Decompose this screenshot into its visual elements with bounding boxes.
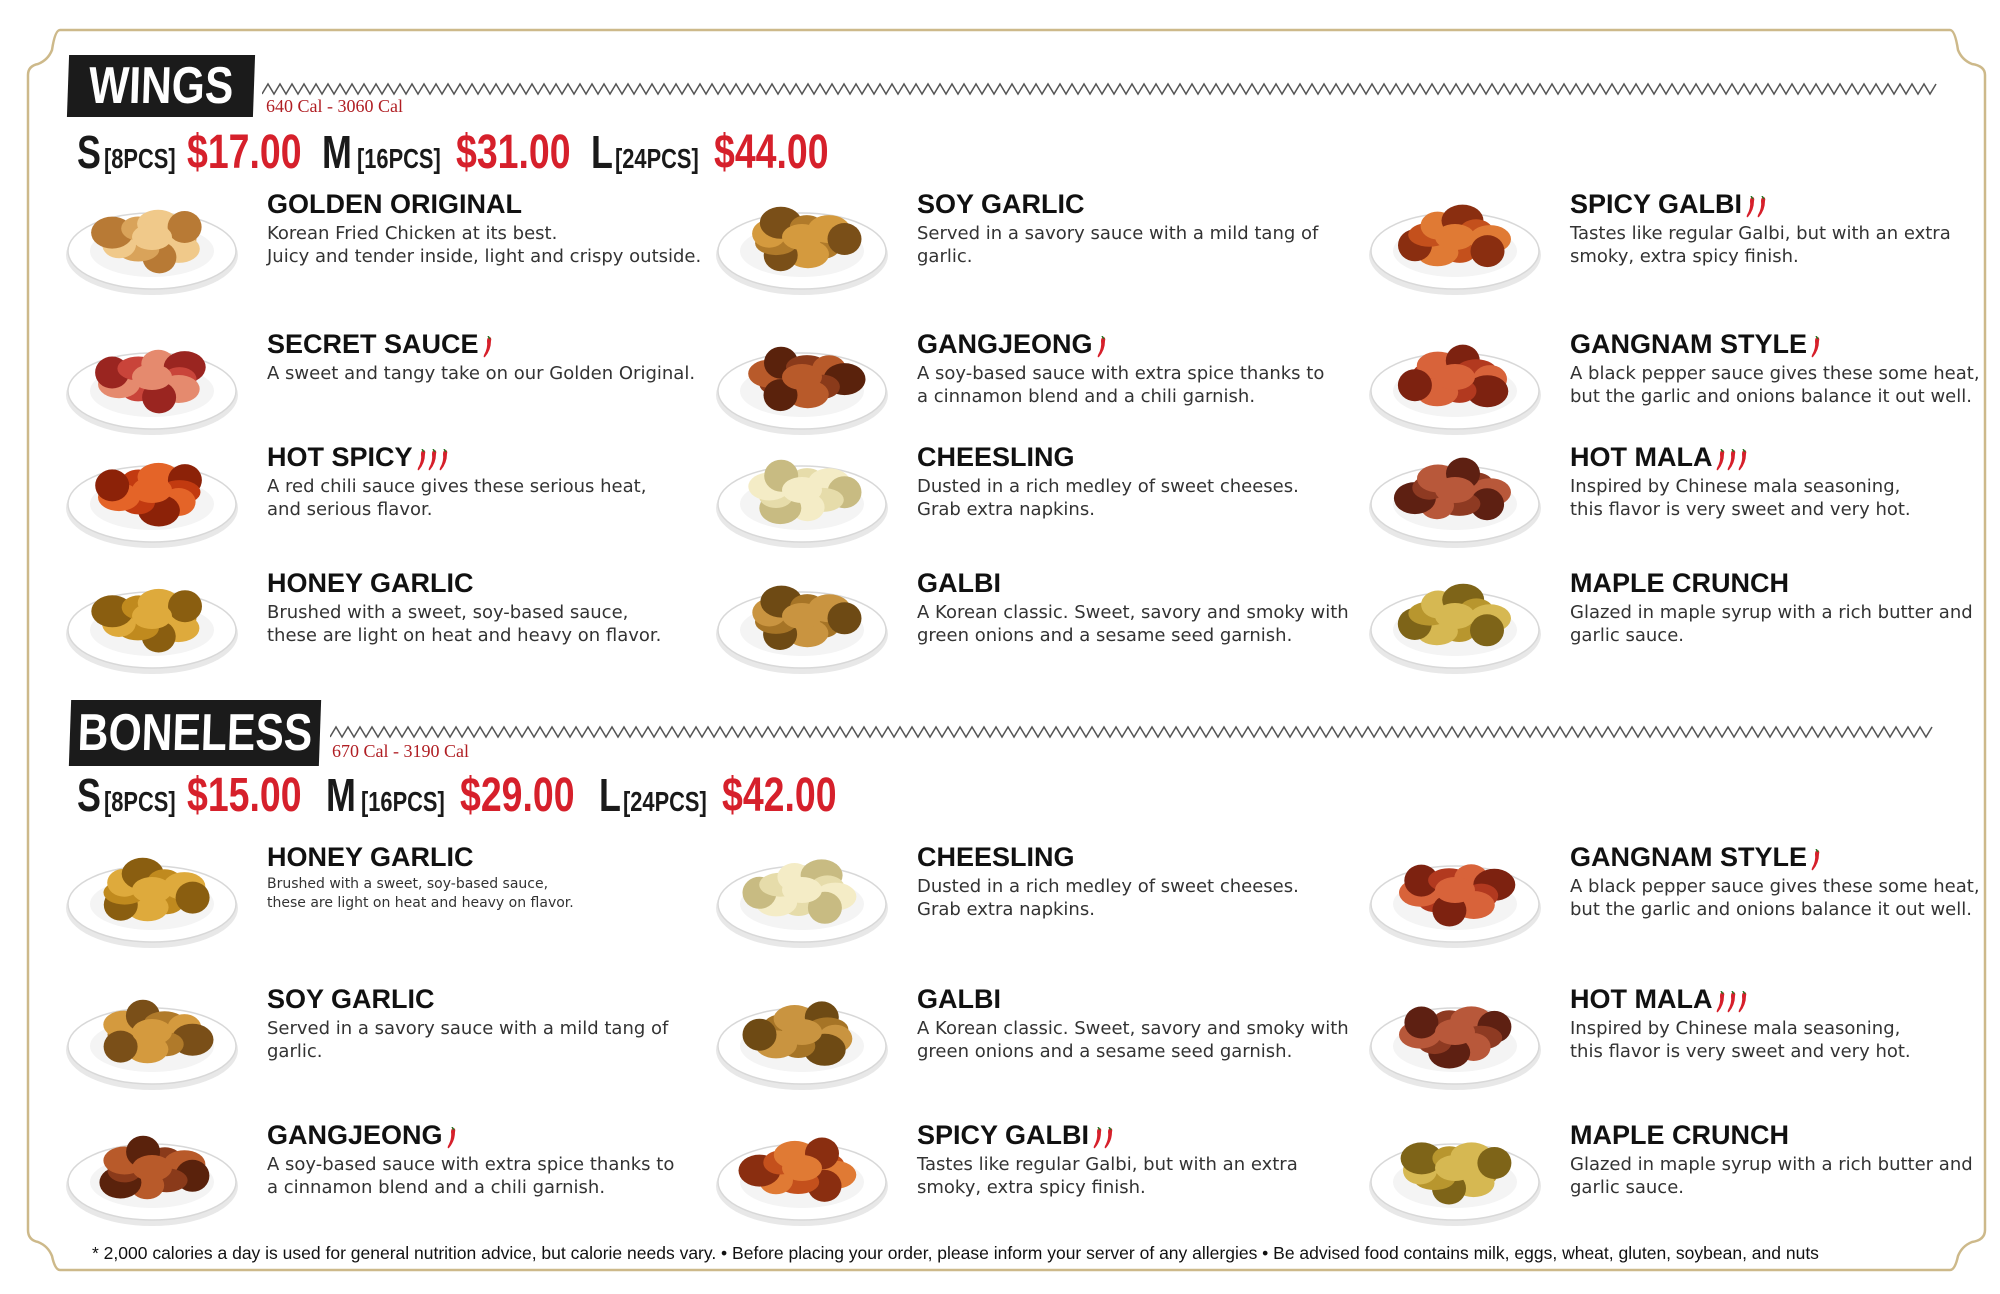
gangjeong-dish-icon <box>712 329 892 439</box>
piece-count: [16PCS] <box>360 786 445 817</box>
item-description: Inspired by Chinese mala seasoning, this flavor is very sweet and very hot. <box>1570 1018 1911 1062</box>
chili-pepper-icon <box>1716 447 1726 469</box>
price-value: $44.00 <box>714 126 829 179</box>
cheesling-dish-icon <box>712 442 892 552</box>
chili-pepper-icon <box>428 447 438 469</box>
item-description: Served in a savory sauce with a mild tang of garlic. <box>917 223 1319 267</box>
item-description: Brushed with a sweet, soy-based sauce, these are light on heat and heavy on flavor. <box>267 876 574 911</box>
price-tier-m <box>322 125 603 180</box>
item-name-text: CHEESLING <box>917 842 1075 872</box>
chili-pepper-icon <box>447 1125 457 1147</box>
chili-pepper-icon <box>1811 334 1821 356</box>
spicy-galbi-dish-icon <box>712 1120 892 1230</box>
item-name-text: GANGNAM STYLE <box>1570 329 1808 359</box>
item-description: Inspired by Chinese mala seasoning, this flavor is very sweet and very hot. <box>1570 476 1911 520</box>
item-description: A red chili sauce gives these serious heat, and serious flavor. <box>267 476 647 520</box>
golden-original-dish-icon <box>62 189 242 299</box>
menu-item <box>1365 1120 1995 1240</box>
wings-banner: WINGS <box>67 55 255 117</box>
item-name-text: CHEESLING <box>917 442 1075 472</box>
chili-pepper-icon <box>1738 989 1748 1011</box>
galbi-dish-icon <box>712 984 892 1094</box>
item-name-text: HOT MALA <box>1570 442 1713 472</box>
piece-count: [16PCS] <box>356 143 441 174</box>
item-name <box>917 984 1001 1015</box>
wings-divider <box>262 82 1937 96</box>
honey-garlic-dish-icon <box>62 568 242 678</box>
spice-level-icon <box>447 1125 458 1147</box>
item-description: Dusted in a rich medley of sweet cheeses. Grab extra napkins. <box>917 876 1299 920</box>
maple-crunch-dish-icon <box>1365 1120 1545 1230</box>
item-name <box>1570 984 1749 1015</box>
wings-pricing <box>77 125 849 180</box>
price-value: $15.00 <box>187 769 302 822</box>
gangjeong-dish-icon <box>62 1120 242 1230</box>
chili-pepper-icon <box>1757 194 1767 216</box>
price-tier-m <box>326 768 607 823</box>
menu-item <box>1365 329 1995 449</box>
chili-pepper-icon <box>1104 1125 1114 1147</box>
boneless-banner: BONELESS <box>69 700 321 766</box>
item-name <box>267 842 474 873</box>
menu-item <box>62 189 702 309</box>
item-description: Tastes like regular Galbi, but with an extra smoky, extra spicy finish. <box>1570 223 1951 267</box>
item-name-text: GALBI <box>917 568 1001 598</box>
item-name-text: HOT MALA <box>1570 984 1713 1014</box>
item-name <box>1570 189 1768 220</box>
chili-pepper-icon <box>1093 1125 1103 1147</box>
honey-garlic-dish-icon <box>62 842 242 952</box>
item-name <box>267 568 474 599</box>
chili-pepper-icon <box>1097 334 1107 356</box>
boneless-pricing <box>77 768 861 823</box>
menu-item <box>1365 189 1995 309</box>
item-name-text: HOT SPICY <box>267 442 413 472</box>
item-description: A Korean classic. Sweet, savory and smoky with green onions and a sesame seed garnish. <box>917 602 1349 646</box>
gangnam-style-dish-icon <box>1365 329 1545 439</box>
soy-garlic-dish-icon <box>62 984 242 1094</box>
item-description: Tastes like regular Galbi, but with an extra smoky, extra spicy finish. <box>917 1154 1298 1198</box>
menu-item <box>62 842 692 962</box>
price-value: $31.00 <box>456 126 571 179</box>
allergy-footer-note: * 2,000 calories a day is used for general nutrition advice, but calorie needs vary. • Before placing your order, please inform your server of any allergies • Be advised food contains milk, eggs, wheat, gluten, soybean, and nuts <box>92 1243 1819 1263</box>
size-label: M <box>322 126 353 178</box>
soy-garlic-dish-icon <box>712 189 892 299</box>
item-name-text: GANGJEONG <box>917 329 1093 359</box>
hot-mala-dish-icon <box>1365 442 1545 552</box>
item-description: Glazed in maple syrup with a rich butter and garlic sauce. <box>1570 1154 1973 1198</box>
spice-level-icon <box>1093 1125 1115 1147</box>
item-name <box>917 1120 1115 1151</box>
menu-item <box>712 984 1349 1104</box>
item-name <box>917 189 1085 220</box>
item-description: Dusted in a rich medley of sweet cheeses. Grab extra napkins. <box>917 476 1299 520</box>
item-description: Korean Fried Chicken at its best. Juicy and tender inside, light and crispy outside. <box>267 223 702 267</box>
secret-sauce-dish-icon <box>62 329 242 439</box>
hot-spicy-dish-icon <box>62 442 242 552</box>
price-tier-l <box>591 125 861 180</box>
chili-pepper-icon <box>1727 989 1737 1011</box>
item-name <box>1570 568 1789 599</box>
item-description: A soy-based sauce with extra spice thanks to a cinnamon blend and a chili garnish. <box>267 1154 675 1198</box>
item-name <box>917 842 1075 873</box>
item-name-text: MAPLE CRUNCH <box>1570 1120 1789 1150</box>
gangnam-style-dish-icon <box>1365 842 1545 952</box>
item-description: Brushed with a sweet, soy-based sauce, these are light on heat and heavy on flavor. <box>267 602 662 646</box>
item-name <box>267 189 522 220</box>
size-label: M <box>326 769 357 821</box>
spice-level-icon <box>483 334 494 356</box>
item-name-text: HONEY GARLIC <box>267 842 474 872</box>
price-tier-s <box>77 125 334 180</box>
maple-crunch-dish-icon <box>1365 568 1545 678</box>
spice-level-icon <box>417 447 450 469</box>
menu-item <box>62 442 692 562</box>
spice-level-icon <box>1746 194 1768 216</box>
menu-item <box>62 329 696 449</box>
item-name <box>917 442 1075 473</box>
item-name-text: GALBI <box>917 984 1001 1014</box>
item-description: A soy-based sauce with extra spice thanks to a cinnamon blend and a chili garnish. <box>917 363 1325 407</box>
chili-pepper-icon <box>1727 447 1737 469</box>
chili-pepper-icon <box>1738 447 1748 469</box>
item-name <box>1570 329 1822 360</box>
item-description: A black pepper sauce gives these some heat, but the garlic and onions balance it out well. <box>1570 876 1980 920</box>
item-description: Served in a savory sauce with a mild tang of garlic. <box>267 1018 669 1062</box>
spice-level-icon <box>1811 334 1822 356</box>
spice-level-icon <box>1716 447 1749 469</box>
item-name <box>1570 1120 1789 1151</box>
size-label: S <box>77 126 101 178</box>
menu-item <box>712 329 1342 449</box>
item-name-text: SPICY GALBI <box>917 1120 1090 1150</box>
menu-item <box>1365 442 1995 562</box>
piece-count: [24PCS] <box>614 143 699 174</box>
piece-count: [24PCS] <box>622 786 707 817</box>
spice-level-icon <box>1097 334 1108 356</box>
item-description: A Korean classic. Sweet, savory and smoky with green onions and a sesame seed garnish. <box>917 1018 1349 1062</box>
item-name-text: SPICY GALBI <box>1570 189 1743 219</box>
menu-item <box>712 442 1342 562</box>
galbi-dish-icon <box>712 568 892 678</box>
item-name <box>1570 442 1749 473</box>
cheesling-dish-icon <box>712 842 892 952</box>
menu-item <box>62 984 692 1104</box>
item-name-text: GOLDEN ORIGINAL <box>267 189 522 219</box>
item-name <box>267 442 450 473</box>
item-name-text: MAPLE CRUNCH <box>1570 568 1789 598</box>
item-name <box>1570 842 1822 873</box>
size-label: L <box>590 126 613 178</box>
piece-count: [8PCS] <box>103 143 176 174</box>
boneless-divider <box>330 725 1937 739</box>
chili-pepper-icon <box>439 447 449 469</box>
spice-level-icon <box>1811 847 1822 869</box>
item-description: A black pepper sauce gives these some heat, but the garlic and onions balance it out well. <box>1570 363 1980 407</box>
chili-pepper-icon <box>417 447 427 469</box>
item-description: Glazed in maple syrup with a rich butter and garlic sauce. <box>1570 602 1973 646</box>
menu-item <box>62 568 692 688</box>
item-name <box>267 1120 458 1151</box>
chili-pepper-icon <box>1811 847 1821 869</box>
item-name-text: SOY GARLIC <box>267 984 435 1014</box>
wings-calories: 640 Cal - 3060 Cal <box>266 96 403 116</box>
price-value: $42.00 <box>722 769 837 822</box>
size-label: L <box>598 769 621 821</box>
item-name <box>267 984 435 1015</box>
item-name-text: GANGJEONG <box>267 1120 443 1150</box>
menu-item <box>712 1120 1342 1240</box>
chili-pepper-icon <box>1716 989 1726 1011</box>
menu-item <box>712 842 1342 962</box>
hot-mala-dish-icon <box>1365 984 1545 1094</box>
item-description: A sweet and tangy take on our Golden Original. <box>267 363 696 384</box>
item-name-text: GANGNAM STYLE <box>1570 842 1808 872</box>
price-value: $29.00 <box>460 769 575 822</box>
boneless-calories: 670 Cal - 3190 Cal <box>332 741 469 761</box>
chili-pepper-icon <box>1746 194 1756 216</box>
price-value: $17.00 <box>187 126 302 179</box>
piece-count: [8PCS] <box>103 786 176 817</box>
item-name-text: SOY GARLIC <box>917 189 1085 219</box>
menu-item <box>712 568 1349 688</box>
item-name <box>267 329 494 360</box>
item-name <box>917 568 1001 599</box>
price-tier-s <box>77 768 334 823</box>
menu-item <box>712 189 1342 309</box>
menu-item <box>62 1120 692 1240</box>
menu-item <box>1365 842 1995 962</box>
item-name <box>917 329 1108 360</box>
spice-level-icon <box>1716 989 1749 1011</box>
chili-pepper-icon <box>483 334 493 356</box>
item-name-text: SECRET SAUCE <box>267 329 479 359</box>
menu-item <box>1365 984 1995 1104</box>
size-label: S <box>77 769 101 821</box>
spicy-galbi-dish-icon <box>1365 189 1545 299</box>
price-tier-l <box>599 768 869 823</box>
item-name-text: HONEY GARLIC <box>267 568 474 598</box>
menu-item <box>1365 568 1995 688</box>
